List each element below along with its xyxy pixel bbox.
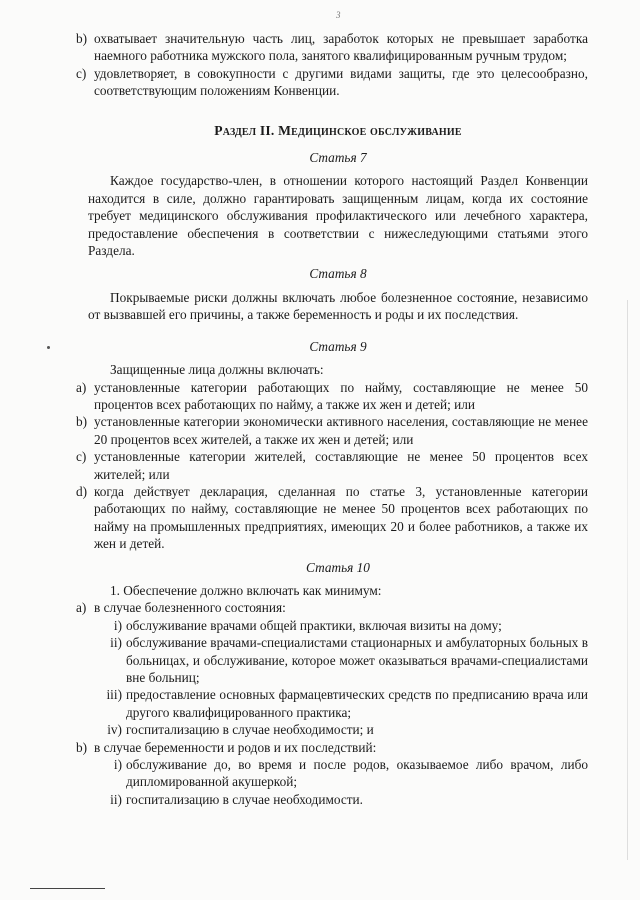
list-marker: b) <box>76 31 88 46</box>
list-item-text: установленные категории экономически активного населения, составляющие не менее 20 процентов всех жителей, а также их жен и детей; или <box>94 414 588 447</box>
list-marker: i) <box>113 617 122 633</box>
list-marker: c) <box>76 449 87 465</box>
list-marker: b) <box>76 414 88 430</box>
list-marker: b) <box>76 739 88 755</box>
article-10-group-a <box>76 599 588 616</box>
intro-item-c <box>76 65 588 100</box>
list-marker: c) <box>76 65 87 81</box>
list-marker: a) <box>76 600 87 616</box>
article-9-item-a <box>76 379 588 414</box>
list-item-text: госпитализацию в случае необходимости. <box>126 791 363 807</box>
section-title: Раздел II. Медицинское обслуживание <box>214 122 462 138</box>
list-marker: i) <box>113 757 122 773</box>
article-9-item-c <box>76 448 588 483</box>
article-8-text: Покрываемые риски должны включать любое болезненное состояние, независимо от вызвавшей его причины, а также беременность и роды и их последствия. <box>88 289 588 323</box>
article-10-b-i <box>100 756 588 791</box>
article-7-title: Статья 7 <box>309 150 367 166</box>
footer-rule <box>30 888 105 889</box>
article-9-item-d <box>76 483 588 553</box>
list-marker: a) <box>76 379 87 395</box>
article-10-a-iii <box>100 686 588 721</box>
article-10-lead: 1. Обеспечение должно включать как минимум: <box>110 582 382 598</box>
margin-dot <box>47 346 50 349</box>
scan-edge-line <box>627 300 628 860</box>
article-10-title: Статья 10 <box>306 559 370 575</box>
list-item-text: удовлетворяет, в совокупности с другими видами защиты, где это целесообразно, соответствующим положениям Конвенции. <box>94 65 588 99</box>
list-item-text: установленные категории жителей, составляющие не менее 50 процентов всех жителей; или <box>94 449 588 482</box>
article-9-lead: Защищенные лица должны включать: <box>110 362 324 378</box>
list-item-text: обслуживание врачами-специалистами стационарных и амбулаторных больных в больницах, и обслуживание, которое может оказываться врачами-специалистами вне больниц; <box>126 635 588 685</box>
list-marker: iii) <box>106 687 122 703</box>
list-item-text: обслуживание врачами общей практики, включая визиты на дому; <box>126 617 502 633</box>
page-number-mark: 3 <box>336 10 341 20</box>
document-page <box>76 30 588 808</box>
article-10-a-ii <box>100 634 588 686</box>
article-7-text: Каждое государство-член, в отношении которого настоящий Раздел Конвенции находится в силе, должно гарантировать защищенным лицам, когда их состояние требует медицинского обслуживания профилактического или лечебного характера, предоставление обеспечения в соответствии с нижеследующими статьями этого Раздела. <box>88 173 588 259</box>
article-10-b-ii <box>100 791 588 808</box>
list-marker: d) <box>76 483 88 499</box>
list-item-text: установленные категории работающих по найму, составляющие не менее 50 процентов всех работающих по найму, а также их жен и детей; или <box>94 379 588 412</box>
article-9-item-b <box>76 413 588 448</box>
article-10-a-i <box>100 617 588 634</box>
article-8-title: Статья 8 <box>309 266 367 282</box>
list-item-text: обслуживание до, во время и после родов, оказываемое либо врачом, либо дипломированной акушеркой; <box>126 757 588 790</box>
article-10-group-b <box>76 739 588 756</box>
list-item-text: когда действует декларация, сделанная по статье 3, установленные категории работающих по найму, составляющие не менее 50 процентов всех работающих по найму на промышленных предприятиях, имеющих 20 и более работников, а также их жен и детей. <box>94 483 588 552</box>
article-10-a-iv <box>100 721 588 738</box>
list-item-text: в случае беременности и родов и их последствий: <box>94 739 377 755</box>
list-item-text: госпитализацию в случае необходимости; и <box>126 722 374 738</box>
article-9-title: Статья 9 <box>309 338 367 354</box>
list-item-text: предоставление основных фармацевтических средств по предписанию врача или другого квалифицированного практика; <box>126 687 588 720</box>
list-item-text: в случае болезненного состояния: <box>94 600 286 616</box>
intro-item-b <box>76 30 588 65</box>
list-marker: ii) <box>110 791 122 807</box>
list-marker: ii) <box>110 635 122 651</box>
list-item-text: охватывает значительную часть лиц, заработок которых не превышает заработка наемного работника мужского пола, занятого квалифицированным ручным трудом; <box>94 31 588 64</box>
list-marker: iv) <box>107 722 122 738</box>
